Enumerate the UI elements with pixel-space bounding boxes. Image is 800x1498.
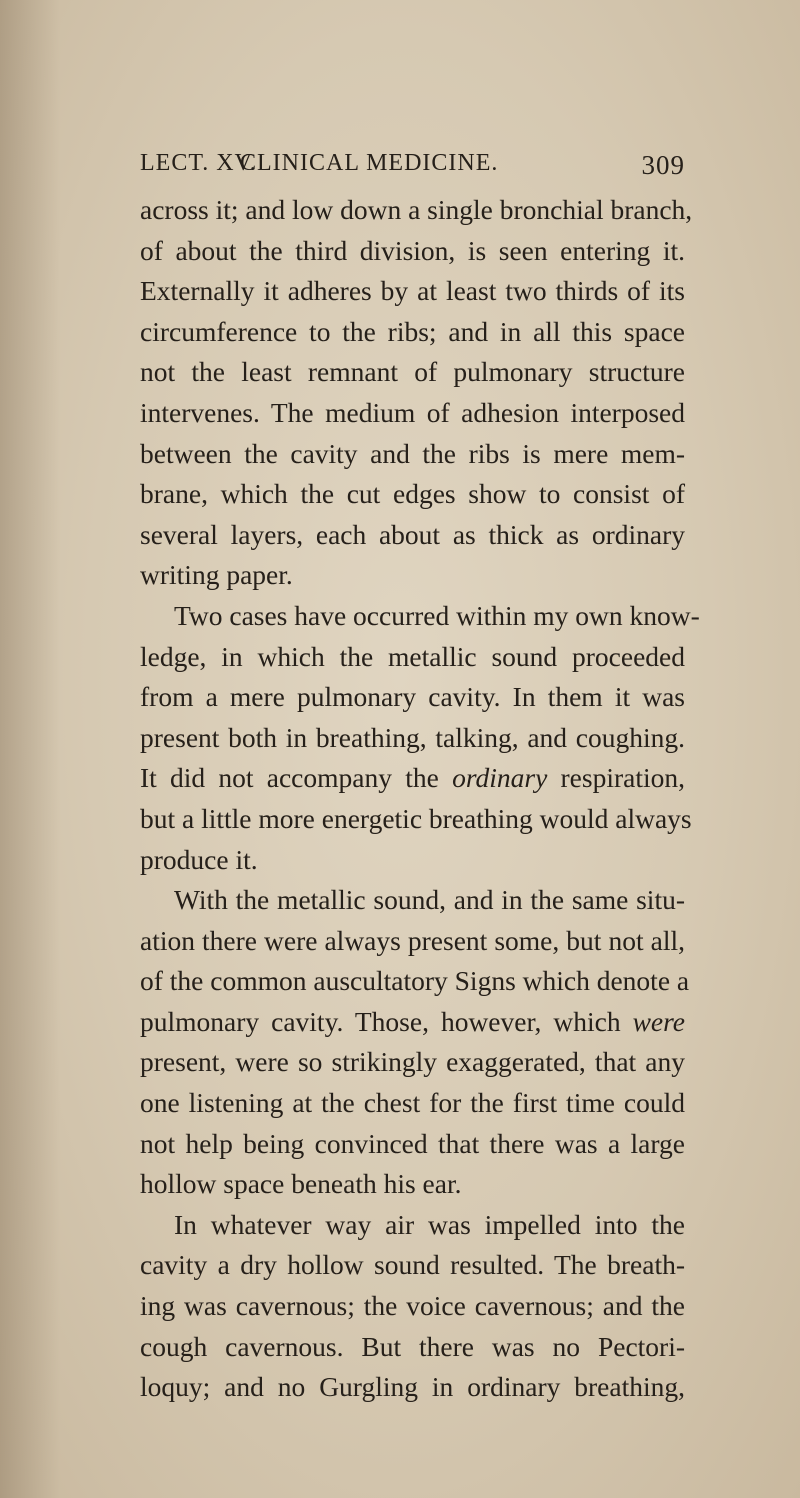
text-line: In whatever way air was impelled into the	[174, 1208, 685, 1240]
text-line: not help being convinced that there was a large	[140, 1127, 685, 1159]
page-number: 309	[641, 150, 685, 180]
text-line	[140, 1002, 685, 1043]
text-line: Two cases have occurred within my own know-	[174, 599, 700, 631]
text-segment: It did not accompany the	[140, 762, 453, 794]
body-text	[140, 190, 700, 1408]
text-line: from a mere pulmonary cavity. In them it was	[140, 681, 685, 713]
text-line: present, were so strikingly exaggerated, that any	[140, 1046, 685, 1078]
text-line: ation there were always present some, but not all,	[140, 924, 685, 956]
italic-word: were	[632, 1005, 685, 1037]
text-line: ledge, in which the metallic sound proceeded	[140, 640, 685, 672]
text-line: several layers, each about as thick as ordinary	[140, 518, 685, 550]
lecture-number: LECT. XV.	[140, 150, 257, 176]
running-head	[140, 150, 685, 186]
italic-word: ordinary	[452, 762, 548, 794]
text-line: between the cavity and the ribs is mere mem-	[140, 437, 685, 469]
text-line: cavity a dry hollow sound resulted. The breath-	[140, 1249, 685, 1281]
text-line: With the metallic sound, and in the same situ-	[174, 884, 685, 916]
text-line: of about the third division, is seen entering it.	[140, 234, 685, 266]
text-line: produce it.	[140, 843, 258, 875]
text-line: ing was cavernous; the voice cavernous; and the	[140, 1290, 685, 1322]
text-line: circumference to the ribs; and in all this space	[140, 315, 685, 347]
text-line: writing paper.	[140, 559, 293, 591]
text-line: of the common auscultatory Signs which denote a	[140, 965, 690, 997]
text-line: cough cavernous. But there was no Pectori-	[140, 1330, 685, 1362]
text-line: Externally it adheres by at least two thirds of its	[140, 275, 685, 307]
text-line: intervenes. The medium of adhesion interposed	[140, 396, 685, 428]
text-line: across it; and low down a single bronchial branch,	[140, 194, 693, 225]
text-line: hollow space beneath his ear.	[140, 1168, 462, 1200]
page-spine-shadow	[0, 0, 60, 1498]
text-line: present both in breathing, talking, and coughing.	[140, 721, 685, 753]
running-title: CLINICAL MEDICINE.	[240, 150, 499, 176]
text-line: one listening at the chest for the first time could	[140, 1087, 685, 1119]
text-segment: pulmonary cavity. Those, however, which	[140, 1005, 633, 1037]
text-line: brane, which the cut edges show to consist of	[140, 478, 685, 510]
text-line	[140, 758, 685, 799]
text-line: not the least remnant of pulmonary structure	[140, 356, 685, 388]
text-line: loquy; and no Gurgling in ordinary breathing,	[140, 1371, 685, 1403]
text-segment: respiration,	[547, 762, 686, 794]
text-line: but a little more energetic breathing would always	[140, 802, 692, 834]
